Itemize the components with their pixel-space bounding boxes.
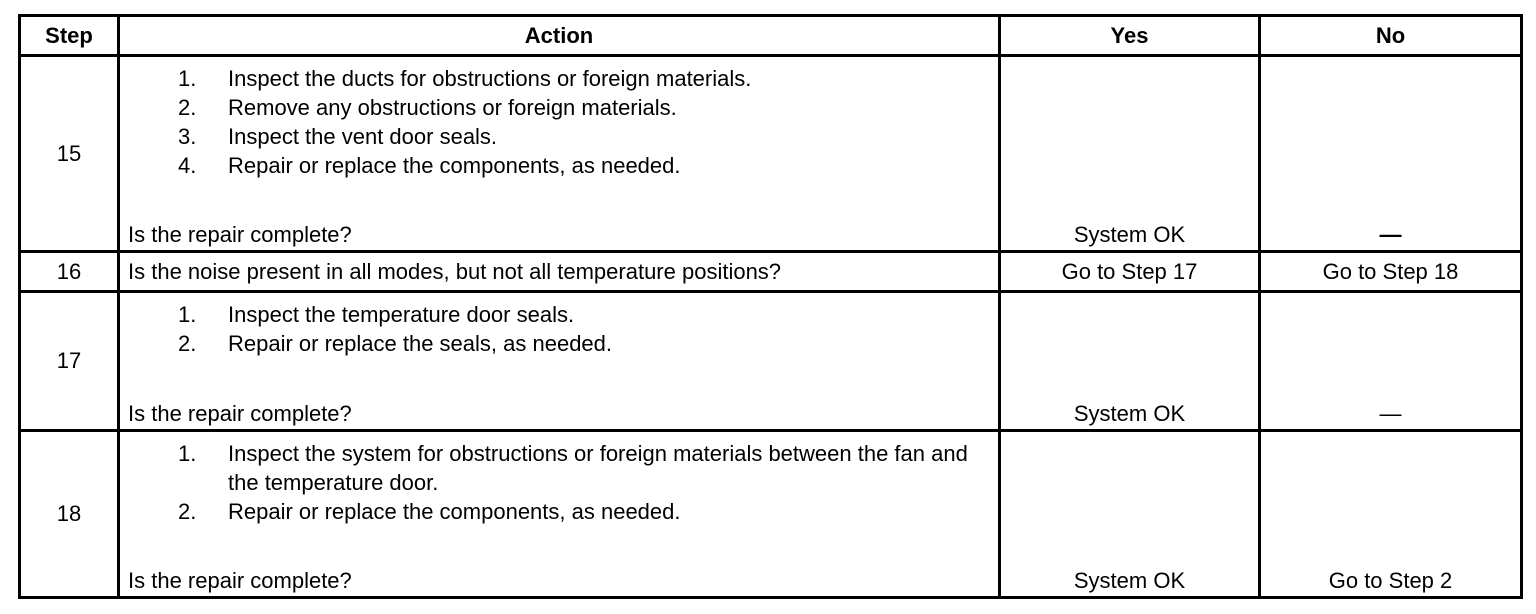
no-result: Go to Step 2: [1328, 568, 1453, 593]
item-number: 4.: [178, 153, 197, 178]
item-number: 1.: [178, 302, 197, 327]
action-item: [120, 497, 998, 526]
question-text: Is the repair complete?: [128, 222, 352, 247]
item-text: Inspect the system for obstructions or foreign materials between the fan and the temperature door.: [228, 441, 968, 495]
action-item: [120, 300, 998, 329]
step-number: 15: [20, 56, 119, 252]
no-result: —: [1379, 401, 1402, 426]
yes-result: System OK: [1073, 401, 1186, 426]
question-text: Is the repair complete?: [128, 401, 352, 426]
action-cell: [119, 56, 1000, 252]
action-item: [120, 93, 998, 122]
header-step: Step: [20, 16, 119, 56]
step-number: 18: [20, 431, 119, 598]
table-row-step-17: [20, 292, 1522, 431]
header-action: Action: [119, 16, 1000, 56]
action-item: [120, 151, 998, 180]
question-text: Is the repair complete?: [128, 568, 352, 593]
no-cell: [1260, 431, 1522, 598]
table-header-row: [20, 16, 1522, 56]
item-number: 2.: [178, 331, 197, 356]
header-no: No: [1260, 16, 1522, 56]
yes-result: System OK: [1073, 568, 1186, 593]
item-number: 3.: [178, 124, 197, 149]
item-number: 1.: [178, 66, 197, 91]
item-number: 2.: [178, 95, 197, 120]
action-item: [120, 64, 998, 93]
item-text: Inspect the vent door seals.: [228, 124, 498, 149]
item-text: Inspect the ducts for obstructions or foreign materials.: [228, 66, 752, 91]
no-result: —: [1379, 222, 1402, 247]
header-yes: Yes: [1000, 16, 1260, 56]
action-item: [120, 439, 998, 497]
action-item: [120, 122, 998, 151]
item-text: Repair or replace the components, as needed.: [228, 499, 681, 524]
item-text: Inspect the temperature door seals.: [228, 302, 575, 327]
yes-result: System OK: [1073, 222, 1186, 247]
action-cell: [119, 292, 1000, 431]
question-text: Is the noise present in all modes, but not all temperature positions?: [119, 252, 1000, 292]
item-text: Remove any obstructions or foreign materials.: [228, 95, 677, 120]
no-result: Go to Step 18: [1260, 252, 1522, 292]
diagnostic-steps-table: [18, 14, 1523, 599]
yes-cell: [1000, 56, 1260, 252]
no-cell: [1260, 292, 1522, 431]
no-cell: [1260, 56, 1522, 252]
item-number: 2.: [178, 499, 197, 524]
table-row-step-16: [20, 252, 1522, 292]
item-number: 1.: [178, 441, 197, 466]
action-cell: [119, 431, 1000, 598]
item-text: Repair or replace the components, as needed.: [228, 153, 681, 178]
table-row-step-15: [20, 56, 1522, 252]
yes-cell: [1000, 431, 1260, 598]
yes-result: Go to Step 17: [1000, 252, 1260, 292]
item-text: Repair or replace the seals, as needed.: [228, 331, 613, 356]
step-number: 17: [20, 292, 119, 431]
step-number: 16: [20, 252, 119, 292]
table-row-step-18: [20, 431, 1522, 598]
action-item: [120, 329, 998, 358]
yes-cell: [1000, 292, 1260, 431]
